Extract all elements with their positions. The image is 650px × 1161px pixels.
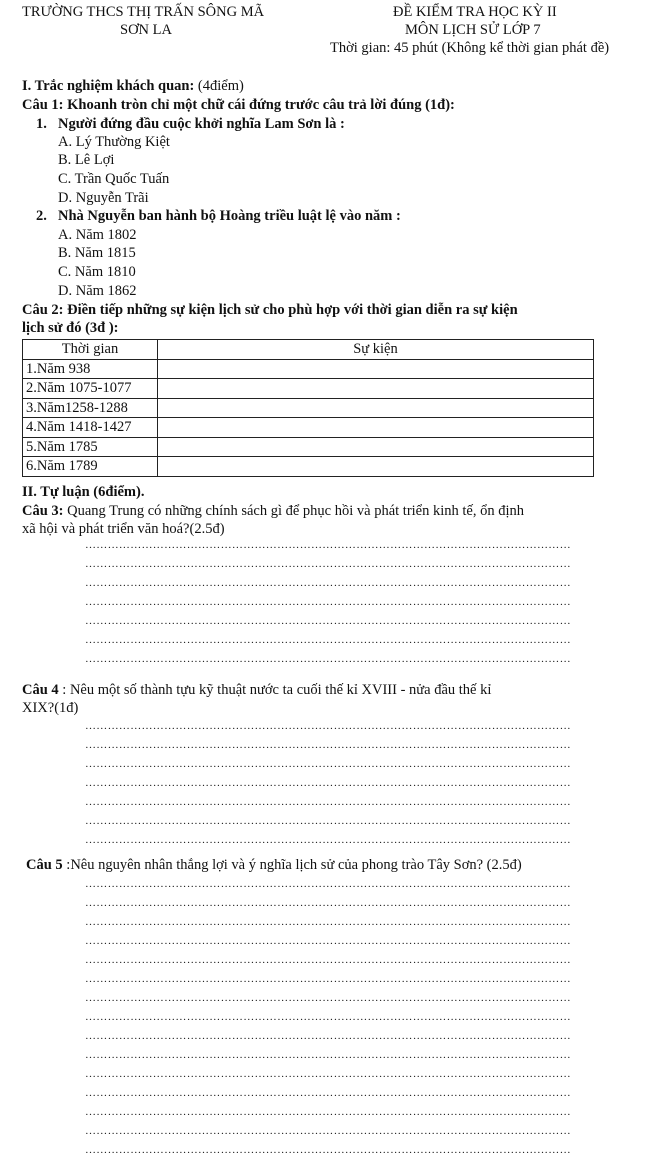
q1-item-1-option-a[interactable]: A. Lý Thường Kiệt: [58, 134, 170, 150]
answer-line[interactable]: …………………………………………………………………………………………………………………: [85, 721, 571, 732]
answer-line[interactable]: …………………………………………………………………………………………………………………: [85, 1050, 571, 1061]
answer-line[interactable]: …………………………………………………………………………………………………………………: [85, 898, 571, 909]
q2-label: Câu 2: [22, 302, 59, 318]
header-event: Sự kiện: [158, 340, 594, 360]
answer-line[interactable]: …………………………………………………………………………………………………………………: [85, 597, 571, 608]
answer-line[interactable]: …………………………………………………………………………………………………………………: [85, 936, 571, 947]
table-row: [23, 398, 594, 418]
event-cell[interactable]: [158, 457, 594, 477]
exam-subject: MÔN LỊCH SỬ LỚP 7: [405, 22, 541, 38]
q5-text: :Nêu nguyên nhân thắng lợi và ý nghĩa lịch sử của phong trào Tây Sơn? (2.5đ): [62, 857, 522, 873]
table-row: [23, 437, 594, 457]
q4-label: Câu 4: [22, 682, 59, 698]
q1-title: Câu 1: Khoanh tròn chỉ một chữ cái đứng trước câu trả lời đúng (1đ):: [22, 97, 455, 113]
answer-line[interactable]: …………………………………………………………………………………………………………………: [85, 1088, 571, 1099]
answer-line[interactable]: …………………………………………………………………………………………………………………: [85, 917, 571, 928]
time-cell: 6.Năm 1789: [23, 457, 158, 477]
time-cell: 2.Năm 1075-1077: [23, 379, 158, 399]
event-cell[interactable]: [158, 437, 594, 457]
q4-text: : Nêu một số thành tựu kỹ thuật nước ta cuối thế kỉ XVIII - nửa đầu thế kỉ: [58, 682, 492, 698]
q1-item-2-option-d[interactable]: D. Năm 1862: [58, 283, 137, 299]
table-row: [23, 359, 594, 379]
q1-item-2-number: 2.: [36, 208, 47, 224]
exam-time: Thời gian: 45 phút (Không kể thời gian phát đề): [330, 40, 610, 56]
event-cell[interactable]: [158, 398, 594, 418]
q5-label: Câu 5: [26, 857, 63, 873]
answer-line[interactable]: …………………………………………………………………………………………………………………: [85, 1126, 571, 1137]
q1-item-2-option-a[interactable]: A. Năm 1802: [58, 227, 137, 243]
answer-line[interactable]: …………………………………………………………………………………………………………………: [85, 1145, 571, 1156]
q2-text: : Điền tiếp những sự kiện lịch sử cho phù hợp với thời gian diễn ra sự kiện: [58, 302, 518, 318]
events-table: [22, 339, 594, 477]
q1-item-1-option-b[interactable]: B. Lê Lợi: [58, 152, 115, 168]
q1-item-2-option-b[interactable]: B. Năm 1815: [58, 245, 136, 261]
exam-title: ĐỀ KIỂM TRA HỌC KỲ II: [393, 4, 557, 20]
table-row: [23, 379, 594, 399]
q1-item-1-option-d[interactable]: D. Nguyễn Trãi: [58, 190, 149, 206]
answer-line[interactable]: …………………………………………………………………………………………………………………: [85, 635, 571, 646]
answer-line[interactable]: …………………………………………………………………………………………………………………: [85, 616, 571, 627]
q2-line-1: [22, 302, 518, 319]
q1-item-1-option-c[interactable]: C. Trần Quốc Tuấn: [58, 171, 170, 187]
answer-line[interactable]: …………………………………………………………………………………………………………………: [85, 879, 571, 890]
table-row: [23, 457, 594, 477]
answer-line[interactable]: …………………………………………………………………………………………………………………: [85, 1012, 571, 1023]
answer-line[interactable]: …………………………………………………………………………………………………………………: [85, 540, 571, 551]
answer-line[interactable]: …………………………………………………………………………………………………………………: [85, 1031, 571, 1042]
school-name: TRƯỜNG THCS THỊ TRẤN SÔNG MÃ: [22, 4, 265, 20]
answer-line[interactable]: …………………………………………………………………………………………………………………: [85, 955, 571, 966]
q2-line-2: lịch sử đó (3đ ):: [22, 320, 119, 336]
time-cell: 4.Năm 1418-1427: [23, 418, 158, 438]
answer-line[interactable]: …………………………………………………………………………………………………………………: [85, 993, 571, 1004]
answer-line[interactable]: …………………………………………………………………………………………………………………: [85, 797, 571, 808]
q3-text: Quang Trung có những chính sách gì để phục hồi và phát triển kinh tế, ổn định: [63, 503, 525, 519]
answer-line[interactable]: …………………………………………………………………………………………………………………: [85, 778, 571, 789]
answer-line[interactable]: …………………………………………………………………………………………………………………: [85, 559, 571, 570]
event-cell[interactable]: [158, 359, 594, 379]
part2-title: II. Tự luận (6điểm).: [22, 484, 145, 500]
q1-item-2-question: Nhà Nguyễn ban hành bộ Hoàng triều luật lệ vào năm :: [58, 208, 401, 224]
q5-line: [26, 857, 522, 874]
event-cell[interactable]: [158, 379, 594, 399]
q1-item-2-option-c[interactable]: C. Năm 1810: [58, 264, 136, 280]
table-header-row: [23, 340, 594, 360]
answer-line[interactable]: …………………………………………………………………………………………………………………: [85, 1107, 571, 1118]
q3-label: Câu 3:: [22, 503, 64, 519]
q1-item-1-number: 1.: [36, 116, 47, 132]
province-name: SƠN LA: [120, 22, 172, 38]
q1-item-1-question: Người đứng đầu cuộc khởi nghĩa Lam Sơn là :: [58, 116, 345, 132]
q4-line-2: XIX?(1đ): [22, 700, 79, 716]
time-cell: 3.Năm1258-1288: [23, 398, 158, 418]
table-row: [23, 418, 594, 438]
answer-line[interactable]: …………………………………………………………………………………………………………………: [85, 759, 571, 770]
answer-line[interactable]: …………………………………………………………………………………………………………………: [85, 816, 571, 827]
q3-line-2: xã hội và phát triển văn hoá?(2.5đ): [22, 521, 225, 537]
answer-line[interactable]: …………………………………………………………………………………………………………………: [85, 974, 571, 985]
part1-points: (4điểm): [194, 78, 244, 94]
event-cell[interactable]: [158, 418, 594, 438]
header-time: Thời gian: [23, 340, 158, 360]
time-cell: 1.Năm 938: [23, 359, 158, 379]
answer-line[interactable]: …………………………………………………………………………………………………………………: [85, 740, 571, 751]
part1-heading: [22, 78, 244, 95]
time-cell: 5.Năm 1785: [23, 437, 158, 457]
part1-title: I. Trắc nghiệm khách quan:: [22, 78, 195, 94]
answer-line[interactable]: …………………………………………………………………………………………………………………: [85, 654, 571, 665]
answer-line[interactable]: …………………………………………………………………………………………………………………: [85, 1069, 571, 1080]
q3-line-1: [22, 503, 524, 520]
answer-line[interactable]: …………………………………………………………………………………………………………………: [85, 835, 571, 846]
answer-line[interactable]: …………………………………………………………………………………………………………………: [85, 578, 571, 589]
q4-line-1: [22, 682, 491, 699]
